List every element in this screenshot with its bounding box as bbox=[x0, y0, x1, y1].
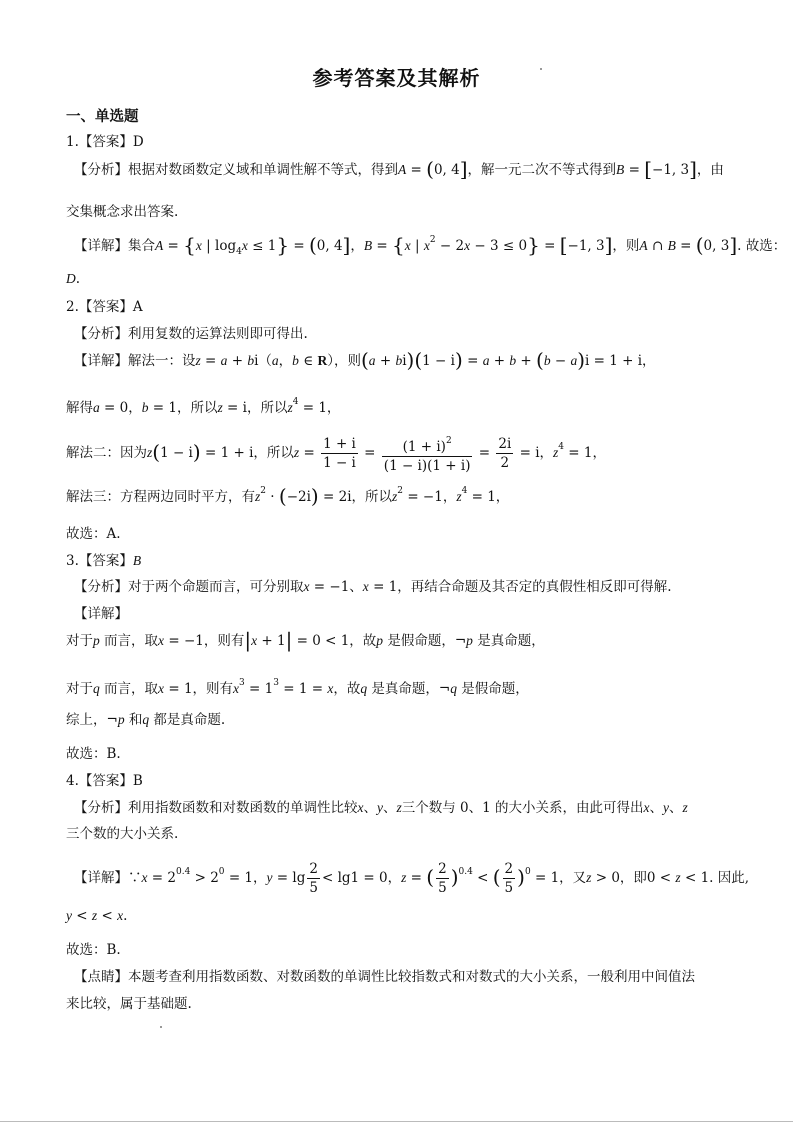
q1-analysis: 【分析】根据对数函数定义域和单调性解不等式，得到A = (0, 4]，解一元二次不等式得到B = [−1, 3]，由 bbox=[74, 157, 724, 181]
q2-method1: 【详解】解法一：设z = a + bi（a，b ∈ R），则(a + bi)(1 − i) = a + b + (b − a)i = 1 + i， bbox=[74, 348, 656, 372]
q3-summary: 综上，¬p 和q 都是真命题. bbox=[66, 712, 226, 728]
q2-conclusion: 故选：A. bbox=[66, 526, 121, 542]
q4-detail: 【详解】∵x = $2^{0.4} > 2^0 = 1$，y = lg $\frac{2}{5}$ < lg1 = 0，z = ( $\frac{2}{5}$ )$^{0.4}$ < ( $\frac{2}{5}$ )$^0$ = 1，又z > 0，即0 < z < 1. 因此, bbox=[74, 861, 750, 896]
q1-choice: D. bbox=[66, 271, 81, 287]
q3-detail-label: 【详解】 bbox=[74, 606, 128, 622]
q4-result: y < z < x. bbox=[66, 908, 128, 924]
q2-method3: 解法三：方程两边同时平方，有$z^2 \cdot (-2i) = 2i$，所以$z^2 = -1$，$z^4 = 1$， bbox=[66, 484, 510, 508]
page-title: 参考答案及其解析 bbox=[312, 66, 481, 90]
q4-note-cont: 来比较，属于基础题. bbox=[66, 996, 192, 1012]
q3-q-line: 对于q 而言，取x = 1，则有$x^3 = 1^3 = 1 = x$，故q 是真命题，¬q 是假命题， bbox=[66, 678, 529, 697]
q2-answer: 2.【答案】A bbox=[66, 299, 143, 315]
section-heading: 一、单选题 bbox=[66, 109, 139, 125]
q4-analysis-cont: 三个数的大小关系. bbox=[66, 826, 179, 842]
q4-analysis: 【分析】利用指数函数和对数函数的单调性比较x、y、z三个数与 0、1 的大小关系，由此可得出x、y、z bbox=[74, 800, 688, 816]
q4-answer: 4.【答案】B bbox=[66, 773, 143, 789]
q1-answer: 1.【答案】D bbox=[66, 134, 144, 150]
q4-conclusion: 故选：B. bbox=[66, 942, 121, 958]
q2-analysis: 【分析】利用复数的运算法则即可得出. bbox=[74, 326, 308, 342]
q3-p-line: 对于p 而言，取x = −1，则有|x + 1| = 0 < 1，故p 是假命题，¬p 是真命题， bbox=[66, 628, 545, 652]
q1-analysis-cont: 交集概念求出答案. bbox=[66, 204, 179, 220]
q1-detail: 【详解】集合A = {x | $\log_4x \le 1\} = (0$, 4]，B = {x | $x^2 - 2x - 3 \le 0\} = [-1$, 3]，则A ∩ B = (0, 3]. 故选： bbox=[74, 233, 787, 257]
speck-mark bbox=[540, 68, 542, 70]
q2-method2: 解法二：因为z(1 − i) = 1 + i，所以z = $\frac{1 + i}{1 - i}$ = $\frac{(1 + i)^2}{(1 - i)(1 + i)}$ = $\frac{2i}{2}$ = i，$z^4 = 1$， bbox=[66, 432, 606, 475]
q3-conclusion: 故选：B. bbox=[66, 746, 121, 762]
q3-analysis: 【分析】对于两个命题而言，可分别取x = −1、x = 1，再结合命题及其否定的真假性相反即可得解. bbox=[74, 579, 672, 595]
q4-note: 【点睛】本题考查利用指数函数、对数函数的单调性比较指数式和对数式的大小关系，一般利用中间值法 bbox=[74, 969, 695, 985]
q2-method1-cont: 解得a = 0，b = 1，所以z = i，所以$z^4 = 1$， bbox=[66, 397, 341, 416]
speck-mark bbox=[160, 1026, 162, 1028]
q3-answer: 3.【答案】B bbox=[66, 553, 142, 569]
